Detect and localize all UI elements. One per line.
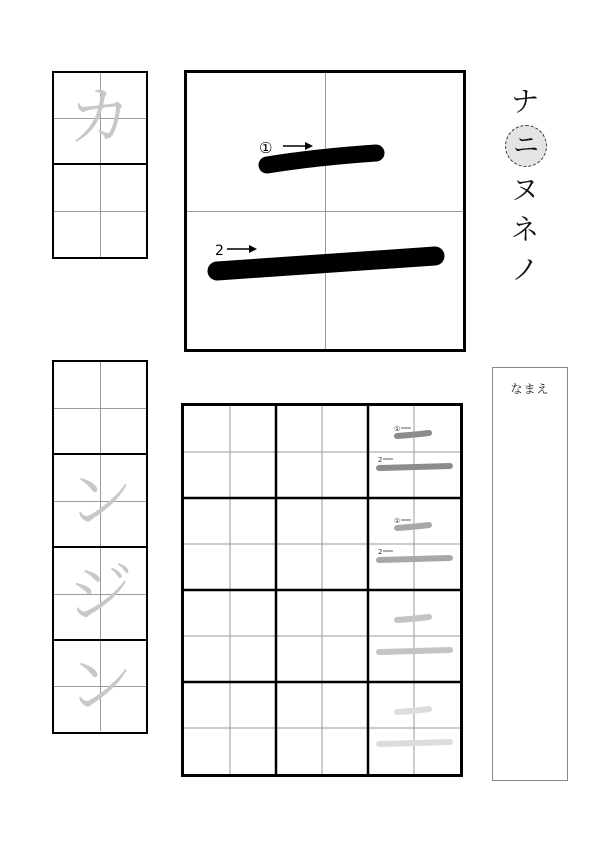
reference-square-bottom <box>54 165 146 257</box>
row-kana-nu: ヌ <box>510 173 539 206</box>
stroke-diagram <box>187 73 463 349</box>
stroke-1 <box>267 153 376 165</box>
reference-kana-card <box>52 71 148 259</box>
practice-grid-lines <box>184 406 460 774</box>
reference-square-top <box>54 73 146 165</box>
reference-kana: カ <box>68 81 132 155</box>
svg-text:2: 2 <box>378 548 383 556</box>
svg-text:①: ① <box>394 425 401 433</box>
svg-text:2: 2 <box>378 456 383 464</box>
row-kana-no: ノ <box>510 253 539 286</box>
mini-square-3 <box>54 548 146 641</box>
name-label: なまえ <box>510 382 550 396</box>
stroke-2-number: 2 <box>215 243 224 259</box>
row-kana-ne: ネ <box>510 213 539 246</box>
row-kana-na: ナ <box>510 85 539 118</box>
row-kana-ni: ニ <box>512 131 539 161</box>
mini-kana-3: ン <box>67 647 133 724</box>
svg-text:①: ① <box>394 517 401 525</box>
mini-kana-2: ジ <box>67 554 133 632</box>
mini-square-2 <box>54 455 146 548</box>
name-field[interactable] <box>492 367 568 781</box>
current-kana-highlight <box>505 125 547 167</box>
stroke-order-panel <box>184 70 466 352</box>
mini-practice-column <box>52 360 148 734</box>
mini-square-1 <box>54 362 146 455</box>
stroke-2 <box>217 256 435 271</box>
stroke-1-number: ① <box>259 139 273 157</box>
practice-grid <box>181 403 463 777</box>
mini-kana-1: ン <box>67 461 133 539</box>
mini-square-4 <box>54 641 146 731</box>
